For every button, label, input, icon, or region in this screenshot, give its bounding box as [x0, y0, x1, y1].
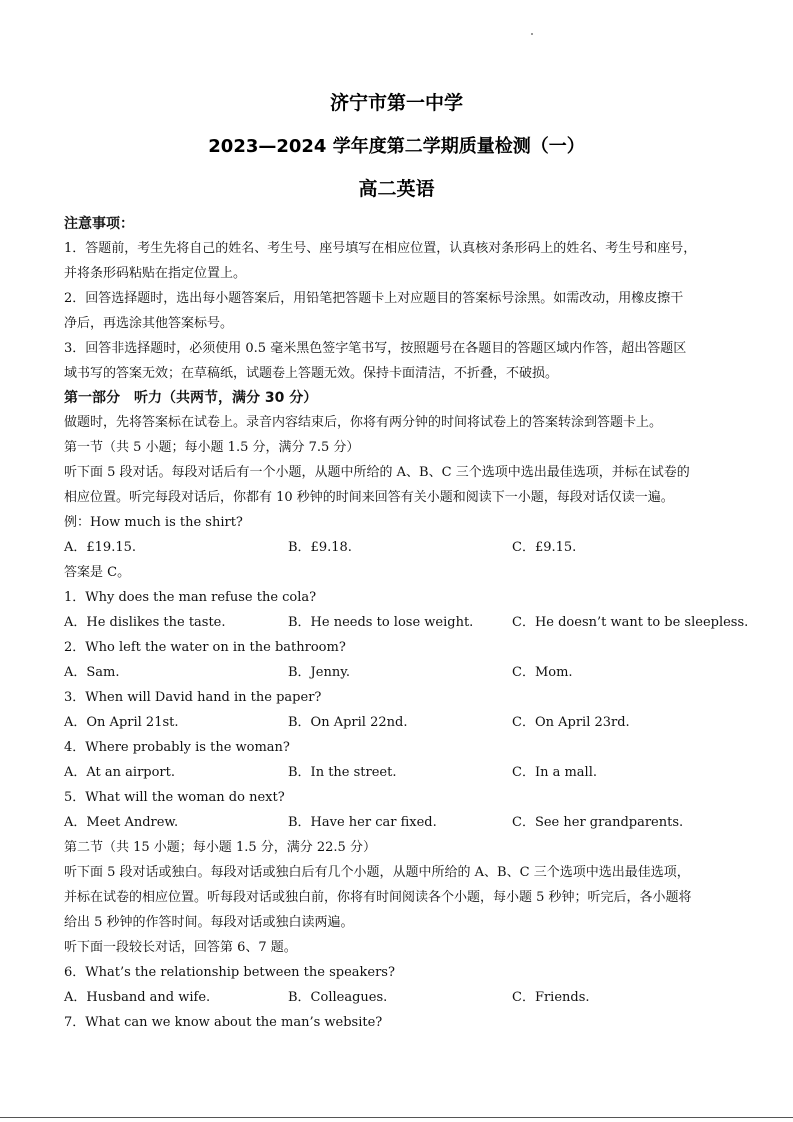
notice-item-2-line-1: 2．回答选择题时，选出每小题答案后，用铅笔把答题卡上对应题目的答案标号涂黑。如需改动，用橡皮擦干 — [64, 291, 684, 306]
subject-title: 高二英语 — [358, 178, 435, 200]
q1-option-b: B．He needs to lose weight. — [288, 615, 474, 630]
question-2: 2．Who left the water on in the bathroom? — [64, 640, 346, 655]
section1-heading: 第一节（共 5 小题；每小题 1.5 分，满分 7.5 分） — [64, 440, 360, 455]
section2-heading: 第二节（共 15 小题；每小题 1.5 分，满分 22.5 分） — [64, 840, 376, 855]
q6-option-b: B．Colleagues. — [288, 990, 388, 1005]
notice-item-2-line-2: 净后，再选涂其他答案标号。 — [64, 316, 234, 331]
q2-option-a: A．Sam. — [64, 665, 120, 680]
exam-title: 2023—2024 学年度第二学期质量检测（一） — [208, 136, 585, 157]
part1-heading: 第一部分 听力（共两节，满分 30 分） — [64, 390, 318, 406]
school-title: 济宁市第一中学 — [329, 92, 463, 114]
notice-item-1-line-1: 1．答题前，考生先将自己的姓名、考生号、座号填写在相应位置，认真核对条形码上的姓名、考生号和座号， — [64, 241, 697, 256]
section2-instr-line-2: 并标在试卷的相应位置。听每段对话或独白前，你将有时间阅读各个小题，每小题 5 秒钟；听完后，各小题将 — [64, 890, 692, 905]
q5-option-a: A．Meet Andrew. — [64, 815, 179, 830]
example-answer: 答案是 C。 — [64, 565, 131, 580]
q3-option-a: A．On April 21st. — [64, 715, 179, 730]
question-3: 3．When will David hand in the paper? — [64, 690, 322, 705]
question-4: 4．Where probably is the woman? — [64, 740, 290, 755]
notice-heading: 注意事项： — [64, 216, 134, 232]
q6-option-c: C．Friends. — [512, 990, 590, 1005]
notice-item-3-line-1: 3．回答非选择题时，必须使用 0.5 毫米黑色签字笔书写，按照题号在各题目的答题区域内作答，超出答题区 — [64, 341, 687, 356]
q4-option-c: C．In a mall. — [512, 765, 597, 780]
question-1: 1．Why does the man refuse the cola? — [64, 590, 317, 605]
q3-option-c: C．On April 23rd. — [512, 715, 630, 730]
question-5: 5．What will the woman do next? — [64, 790, 285, 805]
section1-instr-line-1: 听下面 5 段对话。每段对话后有一个小题，从题中所给的 A、B、C 三个选项中选出最佳选项，并标在试卷的 — [64, 465, 690, 480]
section1-instr-line-2: 相应位置。听完每段对话后，你都有 10 秒钟的时间来回答有关小题和阅读下一小题，每段对话仅读一遍。 — [64, 490, 674, 505]
q4-option-b: B．In the street. — [288, 765, 397, 780]
page-bottom-rule — [0, 1117, 793, 1118]
question-6: 6．What’s the relationship between the speakers? — [64, 965, 395, 980]
example-option-a: A．£19.15. — [64, 540, 137, 555]
notice-item-3-line-2: 域书写的答案无效；在草稿纸，试题卷上答题无效。保持卡面清洁，不折叠，不破损。 — [64, 366, 559, 381]
q1-option-a: A．He dislikes the taste. — [64, 615, 226, 630]
part1-intro: 做题时，先将答案标在试卷上。录音内容结束后，你将有两分钟的时间将试卷上的答案转涂到答题卡上。 — [64, 415, 663, 430]
section2-sub-instruction: 听下面一段较长对话，回答第 6、7 题。 — [64, 940, 297, 955]
section2-instr-line-3: 给出 5 秒钟的作答时间。每段对话或独白读两遍。 — [64, 915, 354, 930]
example-question: 例：How much is the shirt? — [64, 515, 243, 530]
q2-option-b: B．Jenny. — [288, 665, 350, 680]
scan-dot — [531, 33, 533, 35]
example-option-c: C．£9.15. — [512, 540, 577, 555]
section2-instr-line-1: 听下面 5 段对话或独白。每段对话或独白后有几个小题，从题中所给的 A、B、C 三个选项中选出最佳选项， — [64, 865, 690, 880]
example-option-b: B．£9.18. — [288, 540, 352, 555]
q5-option-c: C．See her grandparents. — [512, 815, 684, 830]
q3-option-b: B．On April 22nd. — [288, 715, 408, 730]
q4-option-a: A．At an airport. — [64, 765, 176, 780]
q2-option-c: C．Mom. — [512, 665, 573, 680]
question-7: 7．What can we know about the man’s website? — [64, 1015, 383, 1030]
q1-option-c: C．He doesn’t want to be sleepless. — [512, 615, 749, 630]
notice-item-1-line-2: 并将条形码粘贴在指定位置上。 — [64, 266, 247, 281]
q6-option-a: A．Husband and wife. — [64, 990, 211, 1005]
q5-option-b: B．Have her car fixed. — [288, 815, 437, 830]
